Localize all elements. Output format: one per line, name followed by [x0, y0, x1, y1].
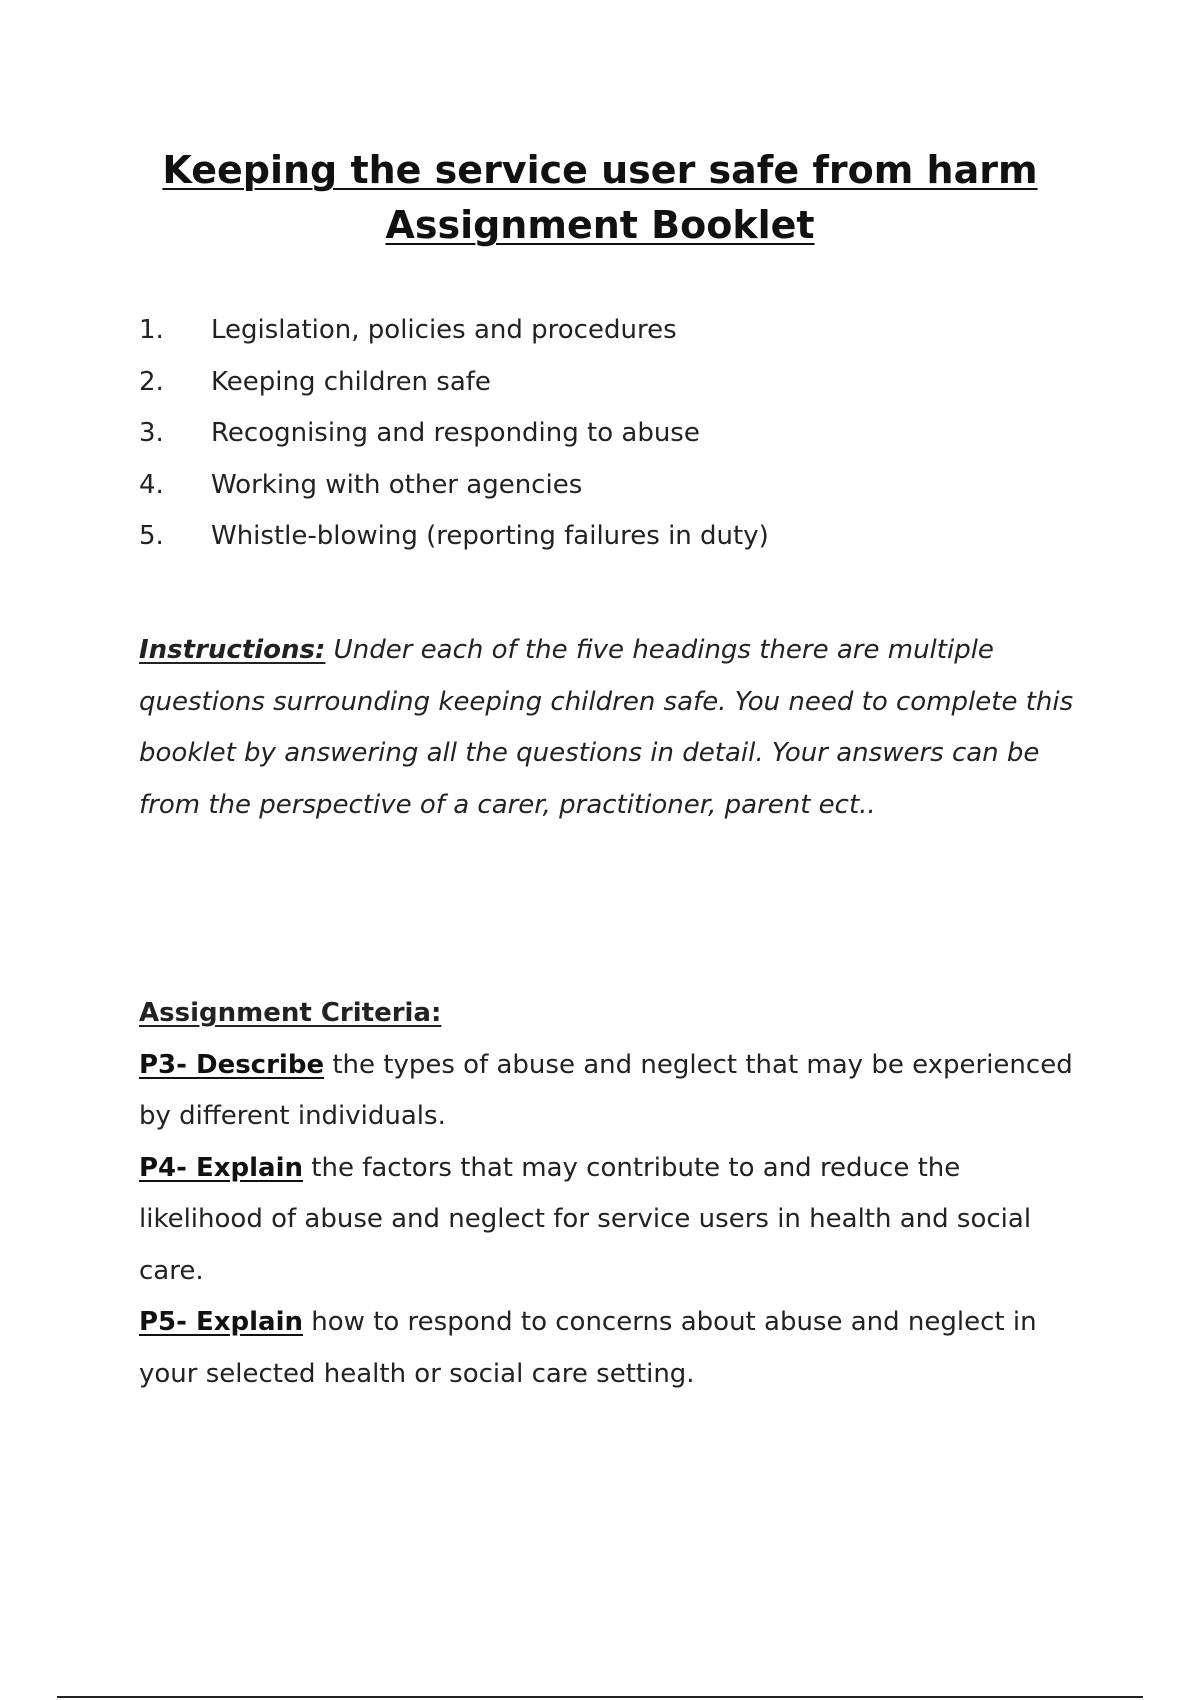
topic-item	[139, 305, 1089, 357]
criterion-text: the factors that may contribute to and reduce the likelihood of abuse and neglect for service users in health and social care.	[139, 1152, 1032, 1286]
topic-item	[139, 408, 1089, 460]
topic-text: Whistle-blowing (reporting failures in duty)	[211, 521, 769, 551]
instructions-text: Under each of the five headings there are multiple questions surrounding keeping children safe. You need to complete this booklet by answering all the questions in detail. Your answers can be from the perspective of a carer, practitioner, parent ect..	[139, 635, 1074, 820]
criterion-p5	[139, 1297, 1089, 1400]
topic-text: Working with other agencies	[211, 469, 583, 500]
criterion-code: P4- Explain	[139, 1152, 304, 1183]
instructions-paragraph	[139, 625, 1079, 831]
topic-list	[139, 305, 1089, 563]
footer-divider	[57, 1696, 1143, 1698]
title-line-2: Assignment Booklet	[385, 203, 815, 247]
criterion-text: the types of abuse and neglect that may be experienced by different individuals.	[139, 1049, 1073, 1131]
criterion-code: P5- Explain	[139, 1307, 304, 1337]
criterion-text: how to respond to concerns about abuse and neglect in your selected health or social care setting.	[139, 1307, 1037, 1389]
topic-number: 1.	[139, 315, 164, 345]
criterion-p4	[139, 1143, 1089, 1298]
topic-text: Legislation, policies and procedures	[211, 315, 677, 345]
topic-item	[139, 511, 1089, 563]
topic-text: Recognising and responding to abuse	[211, 418, 700, 448]
criterion-code: P3- Describe	[139, 1049, 325, 1080]
topic-number: 3.	[139, 418, 164, 448]
page-title	[0, 143, 1200, 253]
topic-item	[139, 460, 1089, 512]
criterion-p3	[139, 1040, 1089, 1143]
topic-number: 2.	[139, 366, 164, 397]
assignment-criteria	[139, 988, 1089, 1400]
instructions-label: Instructions:	[139, 635, 326, 665]
topic-number: 5.	[139, 521, 164, 551]
topic-number: 4.	[139, 469, 164, 500]
topic-text: Keeping children safe	[211, 366, 491, 397]
criteria-heading: Assignment Criteria:	[139, 998, 442, 1028]
topic-item	[139, 357, 1089, 409]
title-line-1: Keeping the service user safe from harm	[162, 148, 1038, 192]
